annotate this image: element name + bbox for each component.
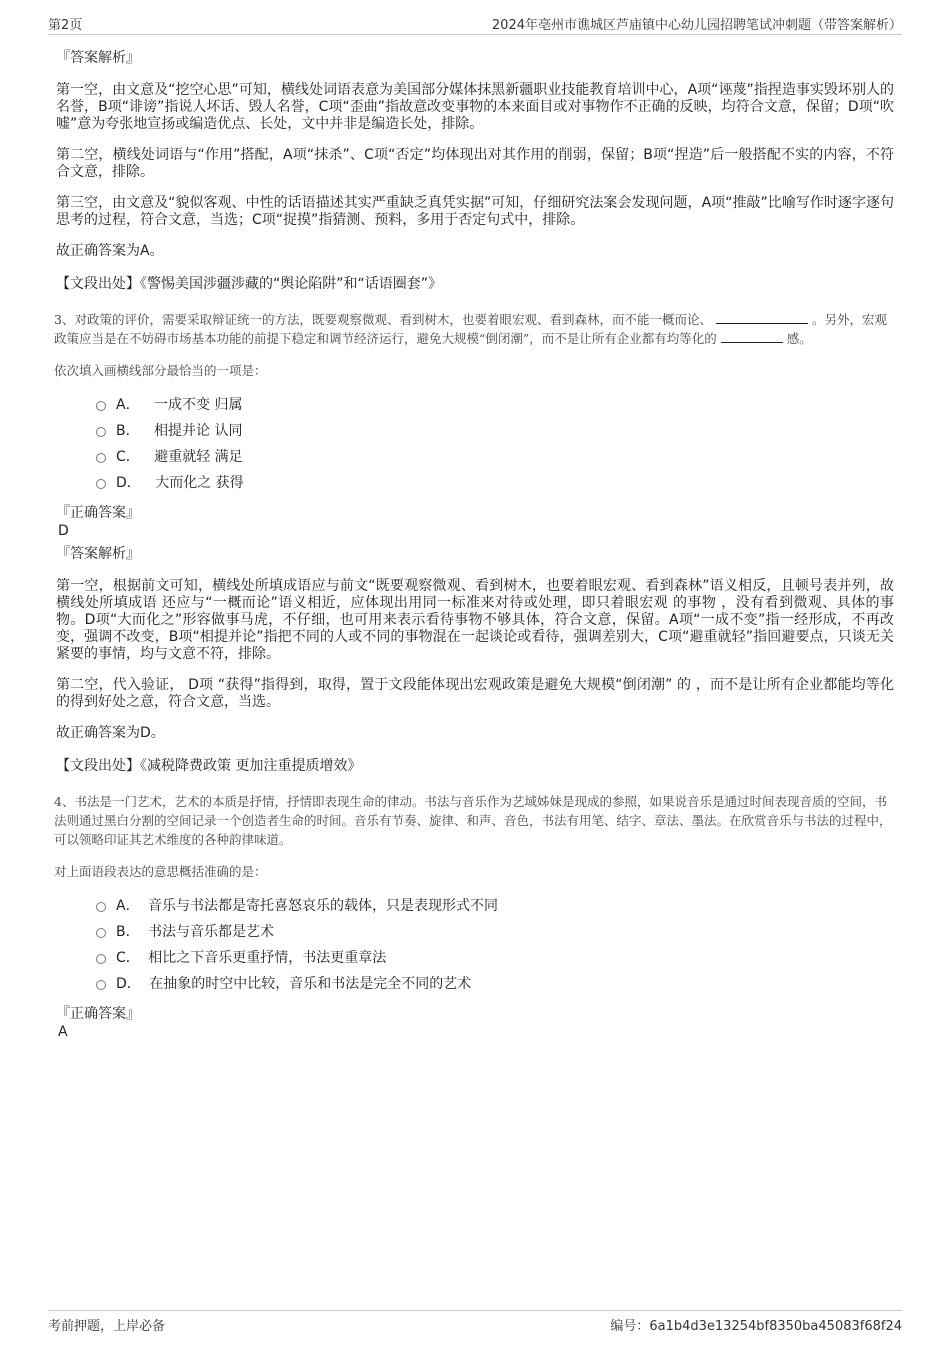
q4-correct-label: 『正确答案』 xyxy=(56,1006,140,1022)
q4-stem: 4、书法是一门艺术，艺术的本质是抒情，抒情即表现生命的律动。书法与音乐作为艺域姊妹是现成的参照，如果说音乐是通过时间表现音质的空间，书法则通过黑白分割的空间记录一个创造者生命的时间。音乐有节奏、旋律、和声、音色，书法有用笔、结字、章法、墨法。在欣赏音乐与书法的过程中，可以领略印证其艺术维度的各种韵律味道。 xyxy=(54,794,892,847)
q3-stem xyxy=(54,310,894,348)
q3-option-c[interactable] xyxy=(96,444,894,470)
q2-analysis-paragraph-1: 第一空，由文意及“挖空心思”可知，横线处词语表意为美国部分媒体抹黑新疆职业技能教育培训中心，A项“诬蔑”指捏造事实毁坏别人的名誉，B项“诽谤”指说人坏话、毁人名誉，C项“歪曲”指故意改变事物的本来面目或对事物作不正确的反映，均符合文意，保留；D项“吹嘘”意为夸张地宣扬或编造优点、长处，文中并非是编造长处，排除。 xyxy=(56,82,894,132)
q4-option-c[interactable] xyxy=(96,945,894,971)
q4-option-a[interactable] xyxy=(96,893,894,919)
q3-blank-1 xyxy=(716,311,808,324)
radio-icon[interactable] xyxy=(96,928,106,938)
option-text: 书法与音乐都是艺术 xyxy=(148,924,275,940)
option-key: A． xyxy=(116,397,140,413)
q2-source: 【文段出处】《警惕美国涉疆涉藏的“舆论陷阱”和“话语圈套”》 xyxy=(56,276,443,292)
q3-analysis-label: 『答案解析』 xyxy=(56,546,140,562)
q2-analysis-label: 『答案解析』 xyxy=(56,50,140,66)
q3-analysis-paragraph-1: 第一空，根据前文可知，横线处所填成语应与前文“既要观察微观、看到树木，也要着眼宏观、看到森林”语义相反，且顿号表并列，故 横线处所填成语 还应与“一概而论”语义相近，应体现出用同一标准来对待或处理，即只着眼宏观 的事物 ，没有看到微观、具体的事物。D项“大而化之”形容做事马虎，不仔细，也可用来表示看待事物不够具体，符合文意，保留。A项“一成不变”指一经形成，不再改变，强调不改变，B项“相提并论”指把不同的人或不同的事物混在一起谈论或看待，强调差别大，C项“避重就轻”指回避要点，只谈无关紧要的事情，均与文意不符，排除。 xyxy=(56,578,894,662)
q3-stem-part-1: 3、对政策的评价，需要采取辩证统一的方法，既要观察微观、看到树木，也要着眼宏观、看到森林，而不能一概而论、 xyxy=(54,312,712,327)
q3-conclusion: 故正确答案为D。 xyxy=(56,725,165,741)
q2-analysis-paragraph-2: 第二空，横线处词语与“作用”搭配，A项“抹杀”、C项“否定”均体现出对其作用的削弱，保留；B项“捏造”后一般搭配不实的内容，不符合文意，排除。 xyxy=(56,147,894,180)
option-key: B． xyxy=(116,924,140,940)
q4-correct-answer: A xyxy=(58,1024,68,1040)
option-key: A． xyxy=(116,898,140,914)
option-text: 相提并论 认同 xyxy=(154,423,243,439)
q4-option-d[interactable] xyxy=(96,971,894,997)
radio-icon[interactable] xyxy=(96,401,106,411)
q4-prompt: 对上面语段表达的意思概括准确的是： xyxy=(54,864,267,879)
radio-icon[interactable] xyxy=(96,427,106,437)
option-text: 音乐与书法都是寄托喜怒哀乐的载体，只是表现形式不同 xyxy=(148,898,499,914)
page-content xyxy=(56,44,894,1041)
q3-option-a[interactable] xyxy=(96,392,894,418)
q4-options xyxy=(56,893,894,997)
radio-icon[interactable] xyxy=(96,980,106,990)
radio-icon[interactable] xyxy=(96,479,106,489)
radio-icon[interactable] xyxy=(96,902,106,912)
q3-stem-part-3: 感。 xyxy=(786,331,812,346)
option-key: C． xyxy=(116,950,140,966)
q3-prompt: 依次填入画横线部分最恰当的一项是： xyxy=(54,363,267,378)
q3-option-d[interactable] xyxy=(96,470,894,496)
page-footer xyxy=(48,1310,902,1333)
document-code: 编号：6a1b4d3e13254bf8350ba45083f68f24 xyxy=(610,1319,902,1334)
radio-icon[interactable] xyxy=(96,453,106,463)
q2-analysis-paragraph-3: 第三空，由文意及“貌似客观、中性的话语描述其实严重缺乏真凭实据”可知，仔细研究法案会发现问题，A项“推敲”比喻写作时逐字逐句思考的过程，符合文意，当选；C项“捉摸”指猜测、预料，多用于否定句式中，排除。 xyxy=(56,195,894,228)
q3-source: 【文段出处】《减税降费政策 更加注重提质增效》 xyxy=(56,758,362,774)
footer-slogan: 考前押题，上岸必备 xyxy=(48,1319,166,1334)
option-key: B． xyxy=(116,423,140,439)
radio-icon[interactable] xyxy=(96,954,106,964)
q3-options xyxy=(56,392,894,496)
option-text: 避重就轻 满足 xyxy=(154,449,243,465)
option-text: 相比之下音乐更重抒情，书法更重章法 xyxy=(148,950,387,966)
option-key: D． xyxy=(116,475,141,491)
q3-option-b[interactable] xyxy=(96,418,894,444)
page-number: 第2页 xyxy=(48,18,83,33)
q3-correct-label: 『正确答案』 xyxy=(56,505,140,521)
option-text: 一成不变 归属 xyxy=(154,397,243,413)
option-text: 在抽象的时空中比较，音乐和书法是完全不同的艺术 xyxy=(149,976,472,992)
document-title: 2024年亳州市谯城区芦庙镇中心幼儿园招聘笔试冲刺题（带答案解析） xyxy=(491,18,902,33)
option-key: C． xyxy=(116,449,140,465)
option-key: D． xyxy=(116,976,141,992)
q3-blank-2 xyxy=(721,330,783,343)
q3-analysis-paragraph-2: 第二空，代入验证， D项 “获得”指得到，取得，置于文段能体现出宏观政策是避免大规模“倒闭潮” 的 ，而不是让所有企业都能均等化的得到好处之意，符合文意，当选。 xyxy=(56,677,894,710)
q3-correct-answer: D xyxy=(58,523,69,539)
q2-conclusion: 故正确答案为A。 xyxy=(56,243,164,259)
q3-stem-part-2: 。另外，宏观政策应当是在不妨碍市场基本功能的前提下稳定和调节经济运行，避免大规模“倒闭潮”，而不是让所有企业都有均等化的 xyxy=(54,312,887,346)
page-header xyxy=(48,12,902,35)
option-text: 大而化之 获得 xyxy=(155,475,244,491)
q4-option-b[interactable] xyxy=(96,919,894,945)
